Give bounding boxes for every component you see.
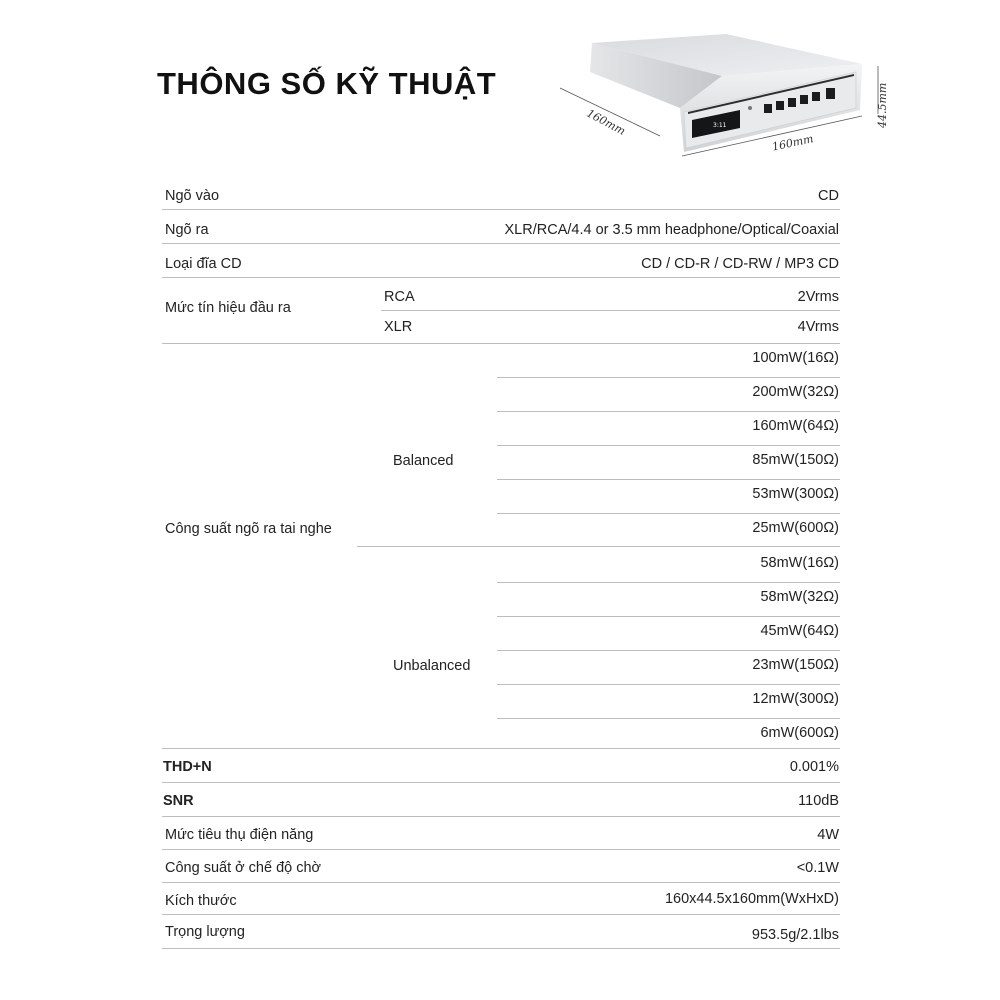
spec-input-value: CD bbox=[818, 188, 839, 204]
row-divider bbox=[497, 650, 840, 651]
spec-dimensions-label: Kích thước bbox=[165, 893, 237, 909]
row-divider bbox=[497, 377, 840, 378]
row-divider bbox=[162, 948, 840, 949]
row-divider bbox=[381, 310, 840, 311]
output-level-xlr-label: XLR bbox=[384, 319, 413, 335]
spec-weight-label: Trọng lượng bbox=[165, 924, 245, 940]
row-divider bbox=[162, 243, 840, 244]
balanced-power-value: 100mW(16Ω) bbox=[752, 350, 839, 366]
spec-input-label: Ngõ vào bbox=[165, 188, 220, 204]
row-divider bbox=[497, 718, 840, 719]
spec-output-label: Ngõ ra bbox=[165, 222, 209, 238]
unbalanced-power-value: 6mW(600Ω) bbox=[760, 725, 839, 741]
balanced-power-value: 25mW(600Ω) bbox=[752, 520, 839, 536]
spec-weight-value: 953.5g/2.1lbs bbox=[751, 927, 839, 943]
row-divider bbox=[497, 582, 840, 583]
row-divider bbox=[497, 479, 840, 480]
unbalanced-power-value: 58mW(16Ω) bbox=[760, 555, 839, 571]
spec-disc-type-label: Loại đĩa CD bbox=[165, 256, 242, 272]
row-divider bbox=[497, 513, 840, 514]
row-divider bbox=[162, 849, 840, 850]
row-divider bbox=[162, 343, 840, 344]
output-level-xlr-value: 4Vrms bbox=[797, 319, 839, 335]
spec-power-consumption-value: 4W bbox=[817, 827, 839, 843]
width-dimension-label: 160mm bbox=[770, 132, 815, 154]
unbalanced-label: Unbalanced bbox=[393, 658, 471, 674]
row-divider bbox=[162, 816, 840, 817]
row-divider bbox=[497, 684, 840, 685]
depth-dimension-label: 160mm bbox=[584, 106, 628, 138]
spec-snr-value: 110dB bbox=[798, 793, 839, 809]
balanced-power-value: 53mW(300Ω) bbox=[752, 486, 839, 502]
spec-disc-type-value: CD / CD-R / CD-RW / MP3 CD bbox=[641, 256, 839, 272]
row-divider bbox=[497, 616, 840, 617]
output-level-rca-value: 2Vrms bbox=[797, 289, 839, 305]
power-led-icon bbox=[748, 106, 752, 110]
spec-power-consumption-label: Mức tiêu thụ điện năng bbox=[165, 827, 314, 843]
unbalanced-power-value: 45mW(64Ω) bbox=[760, 623, 839, 639]
balanced-power-value: 85mW(150Ω) bbox=[752, 452, 839, 468]
spec-thd-value: 0.001% bbox=[789, 759, 839, 775]
row-divider bbox=[357, 546, 840, 547]
spec-standby-power-label: Công suất ở chế độ chờ bbox=[165, 860, 322, 876]
row-divider bbox=[497, 445, 840, 446]
spec-output-value: XLR/RCA/4.4 or 3.5 mm headphone/Optical/Coaxial bbox=[504, 222, 839, 238]
unbalanced-power-value: 23mW(150Ω) bbox=[752, 657, 839, 673]
unbalanced-power-value: 12mW(300Ω) bbox=[752, 691, 839, 707]
row-divider bbox=[497, 411, 840, 412]
spec-output-level-label: Mức tín hiệu đầu ra bbox=[165, 300, 291, 316]
screen-time: 3:11 bbox=[713, 122, 727, 129]
spec-headphone-power-label: Công suất ngõ ra tai nghe bbox=[165, 521, 332, 537]
row-divider bbox=[162, 277, 840, 278]
row-divider bbox=[162, 782, 840, 783]
row-divider bbox=[162, 914, 840, 915]
height-dimension-label: 44.5mm bbox=[876, 82, 889, 128]
balanced-label: Balanced bbox=[393, 453, 454, 469]
spec-thd-label: THD+N bbox=[163, 759, 212, 775]
balanced-power-value: 200mW(32Ω) bbox=[752, 384, 839, 400]
page-title: THÔNG SỐ KỸ THUẬT bbox=[157, 66, 497, 101]
spec-snr-label: SNR bbox=[163, 793, 194, 809]
row-divider bbox=[162, 748, 840, 749]
spec-dimensions-value: 160x44.5x160mm(WxHxD) bbox=[664, 891, 839, 907]
unbalanced-power-value: 58mW(32Ω) bbox=[760, 589, 839, 605]
row-divider bbox=[162, 882, 840, 883]
row-divider bbox=[162, 209, 840, 210]
balanced-power-value: 160mW(64Ω) bbox=[752, 418, 839, 434]
spec-standby-power-value: <0.1W bbox=[796, 860, 839, 876]
cd-player-illustration bbox=[550, 28, 900, 158]
output-level-rca-label: RCA bbox=[384, 289, 415, 305]
